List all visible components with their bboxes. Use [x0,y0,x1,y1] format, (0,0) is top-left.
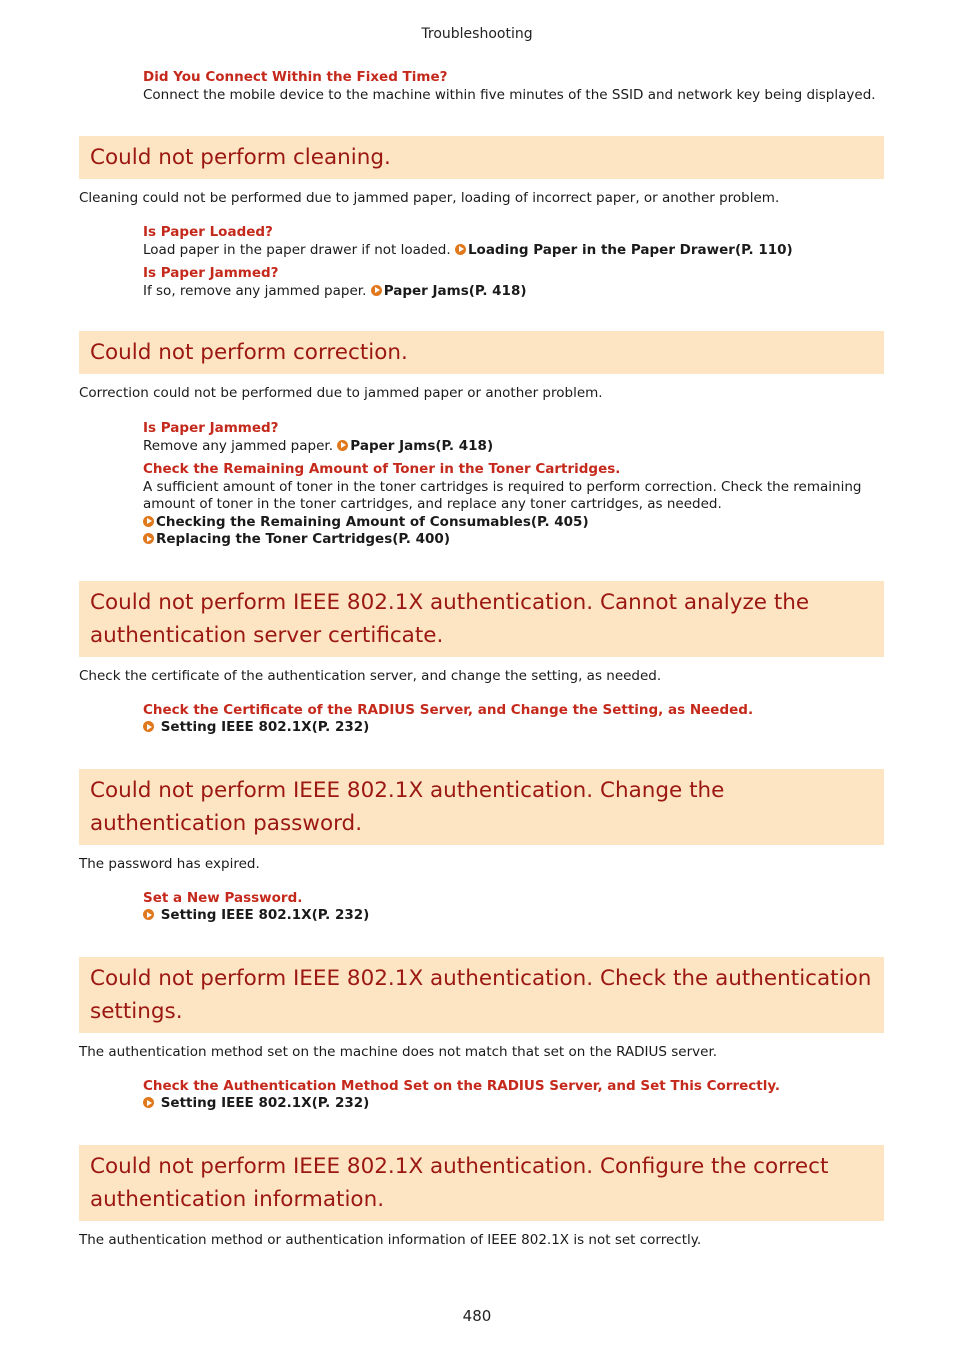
ieee-settings-items [143,1078,884,1113]
link-label: Setting IEEE 802.1X(P. 232) [156,907,370,923]
arrow-link-icon [337,440,348,451]
section-description: The password has expired. [79,855,260,872]
section-description: Check the certificate of the authentication server, and change the setting, as needed. [79,667,662,684]
section-title-ieee-certificate: Could not perform IEEE 802.1X authentication. Cannot analyze the authentication server certificate. [79,581,884,657]
ieee-cert-items [143,702,884,737]
link-label: Loading Paper in the Paper Drawer(P. 110) [467,241,793,258]
link-label: Replacing the Toner Cartridges(P. 400) [156,531,450,547]
arrow-link-icon [143,721,154,732]
question-heading: Is Paper Loaded? [143,224,273,240]
arrow-link-icon [143,1097,154,1108]
answer-line [143,438,884,456]
link-paper-jams[interactable] [371,283,527,299]
arrow-link-icon [143,909,154,920]
link-label: Setting IEEE 802.1X(P. 232) [156,1095,370,1111]
answer-text: Connect the mobile device to the machine within five minutes of the SSID and network key being displayed. [143,86,876,103]
link-label: Setting IEEE 802.1X(P. 232) [156,719,370,735]
question-heading: Check the Remaining Amount of Toner in the Toner Cartridges. [143,461,621,477]
section-title-cleaning: Could not perform cleaning. [79,136,884,179]
section-title-ieee-settings: Could not perform IEEE 802.1X authentication. Check the authentication settings. [79,957,884,1033]
question-heading: Check the Authentication Method Set on the RADIUS Server, and Set This Correctly. [143,1077,781,1094]
link-loading-paper[interactable] [455,242,793,258]
answer-text: Remove any jammed paper. [143,437,333,454]
question-heading: Set a New Password. [143,889,303,906]
link-label: Checking the Remaining Amount of Consumables(P. 405) [156,513,589,530]
page-content [79,69,884,1249]
arrow-link-icon [371,285,382,296]
answer-line [143,283,884,301]
question-heading: Check the Certificate of the RADIUS Server, and Change the Setting, as Needed. [143,701,754,718]
link-setting-ieee[interactable] [143,1095,884,1113]
link-setting-ieee[interactable] [143,719,884,737]
page-header: Troubleshooting [421,26,533,42]
section-description: The authentication method or authentication information of IEEE 802.1X is not set correctly. [79,1231,702,1248]
ieee-password-items [143,890,884,925]
answer-text: Load paper in the paper drawer if not loaded. [143,241,451,258]
section-title-ieee-password: Could not perform IEEE 802.1X authentication. Change the authentication password. [79,769,884,845]
cleaning-items [143,224,884,300]
link-setting-ieee[interactable] [143,907,884,925]
section-title-correction: Could not perform correction. [79,331,884,374]
arrow-link-icon [143,533,154,544]
question-heading: Did You Connect Within the Fixed Time? [143,69,448,85]
intro-block [143,69,884,104]
page-number: 480 [462,1307,492,1325]
arrow-link-icon [143,516,154,527]
link-replacing-toner[interactable] [143,531,884,549]
link-label: Paper Jams(P. 418) [383,282,527,299]
section-title-ieee-info: Could not perform IEEE 802.1X authentication. Configure the correct authentication information. [79,1145,884,1221]
section-description: Correction could not be performed due to jammed paper or another problem. [79,385,603,401]
arrow-link-icon [455,244,466,255]
section-description: Cleaning could not be performed due to jammed paper, loading of incorrect paper, or another problem. [79,190,780,206]
answer-text: A sufficient amount of toner in the toner cartridges is required to perform correction. Check the remaining amount of toner in the toner cartridges, and replace any toner cartridges, as needed. [143,478,862,512]
section-description: The authentication method set on the machine does not match that set on the RADIUS server. [79,1043,718,1060]
question-heading: Is Paper Jammed? [143,265,279,281]
link-label: Paper Jams(P. 418) [350,437,494,454]
correction-items [143,420,884,549]
question-heading: Is Paper Jammed? [143,420,279,436]
link-remaining-consumables[interactable] [143,514,884,532]
link-paper-jams[interactable] [337,438,493,454]
answer-text: If so, remove any jammed paper. [143,282,367,299]
answer-line [143,242,884,260]
